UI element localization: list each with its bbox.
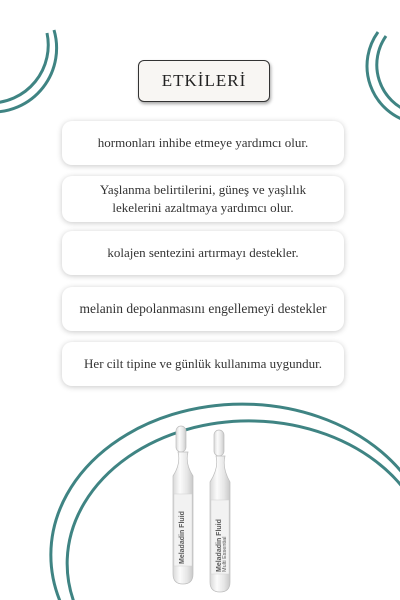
ampoule-right-label: Meladadin Fluid [216, 519, 223, 572]
ampoule-right [210, 430, 230, 592]
benefit-text: melanin depolanmasını engellemeyi destekler [79, 301, 327, 316]
ampoule-right-sublabel: Multi Essential [222, 536, 228, 572]
benefit-card-5 [62, 342, 344, 386]
page-title: ETKİLERİ [138, 60, 270, 102]
ampoule-left [173, 426, 193, 584]
benefit-card-4 [62, 287, 344, 331]
benefit-text: kolajen sentezini artırmayı destekler. [107, 245, 299, 260]
benefit-card-3 [62, 231, 344, 275]
benefit-text: hormonları inhibe etmeye yardımcı olur. [97, 135, 309, 150]
benefit-text: Yaşlanma belirtilerini, güneş ve yaşlılık lekelerini azaltmaya yardımcı olur. [99, 182, 307, 215]
product-ampoules-image [160, 424, 260, 599]
ampoule-left-label: Meladadin Fluid [179, 511, 186, 564]
top-left-arc-inner [0, 33, 48, 103]
benefit-card-1 [62, 121, 344, 165]
top-right-arc-outer [367, 32, 400, 122]
benefit-card-2 [62, 176, 344, 222]
benefit-text: Her cilt tipine ve günlük kullanıma uygundur. [84, 356, 322, 371]
